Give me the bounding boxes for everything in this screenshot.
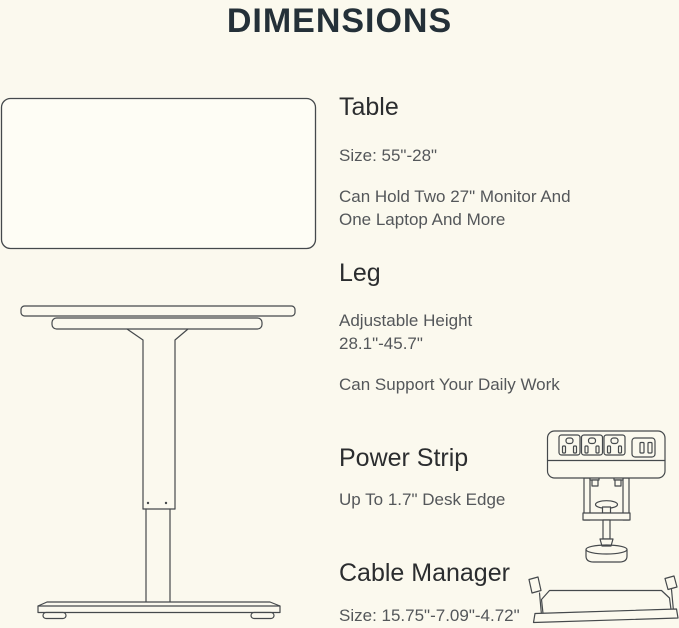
table-capacity-text (339, 186, 571, 231)
table-size-text: Size: 55"-28" (339, 146, 438, 165)
leg-height-text (339, 309, 472, 355)
leg-height-line1: Adjustable Height (339, 311, 473, 330)
cable-manager-size-text: Size: 15.75"-7.09"-4.72" (339, 606, 520, 625)
power-strip-diagram-icon (540, 425, 679, 570)
power-strip-desc-text: Up To 1.7" Desk Edge (339, 490, 506, 509)
cable-tray-diagram-icon (515, 572, 679, 625)
power-strip-heading: Power Strip (339, 444, 469, 472)
table-capacity-line2: One Laptop And More (339, 209, 506, 229)
leg-height-line2: 28.1"-45.7" (339, 334, 423, 353)
cable-manager-heading: Cable Manager (339, 559, 510, 587)
table-capacity-line1: Can Hold Two 27" Monitor And (339, 187, 571, 206)
desk-leg-diagram-icon (0, 295, 330, 625)
table-heading: Table (339, 93, 399, 121)
page-title: DIMENSIONS (226, 2, 453, 40)
leg-heading: Leg (339, 259, 381, 287)
leg-support-text: Can Support Your Daily Work (339, 375, 560, 394)
tabletop-diagram-icon (0, 95, 320, 255)
